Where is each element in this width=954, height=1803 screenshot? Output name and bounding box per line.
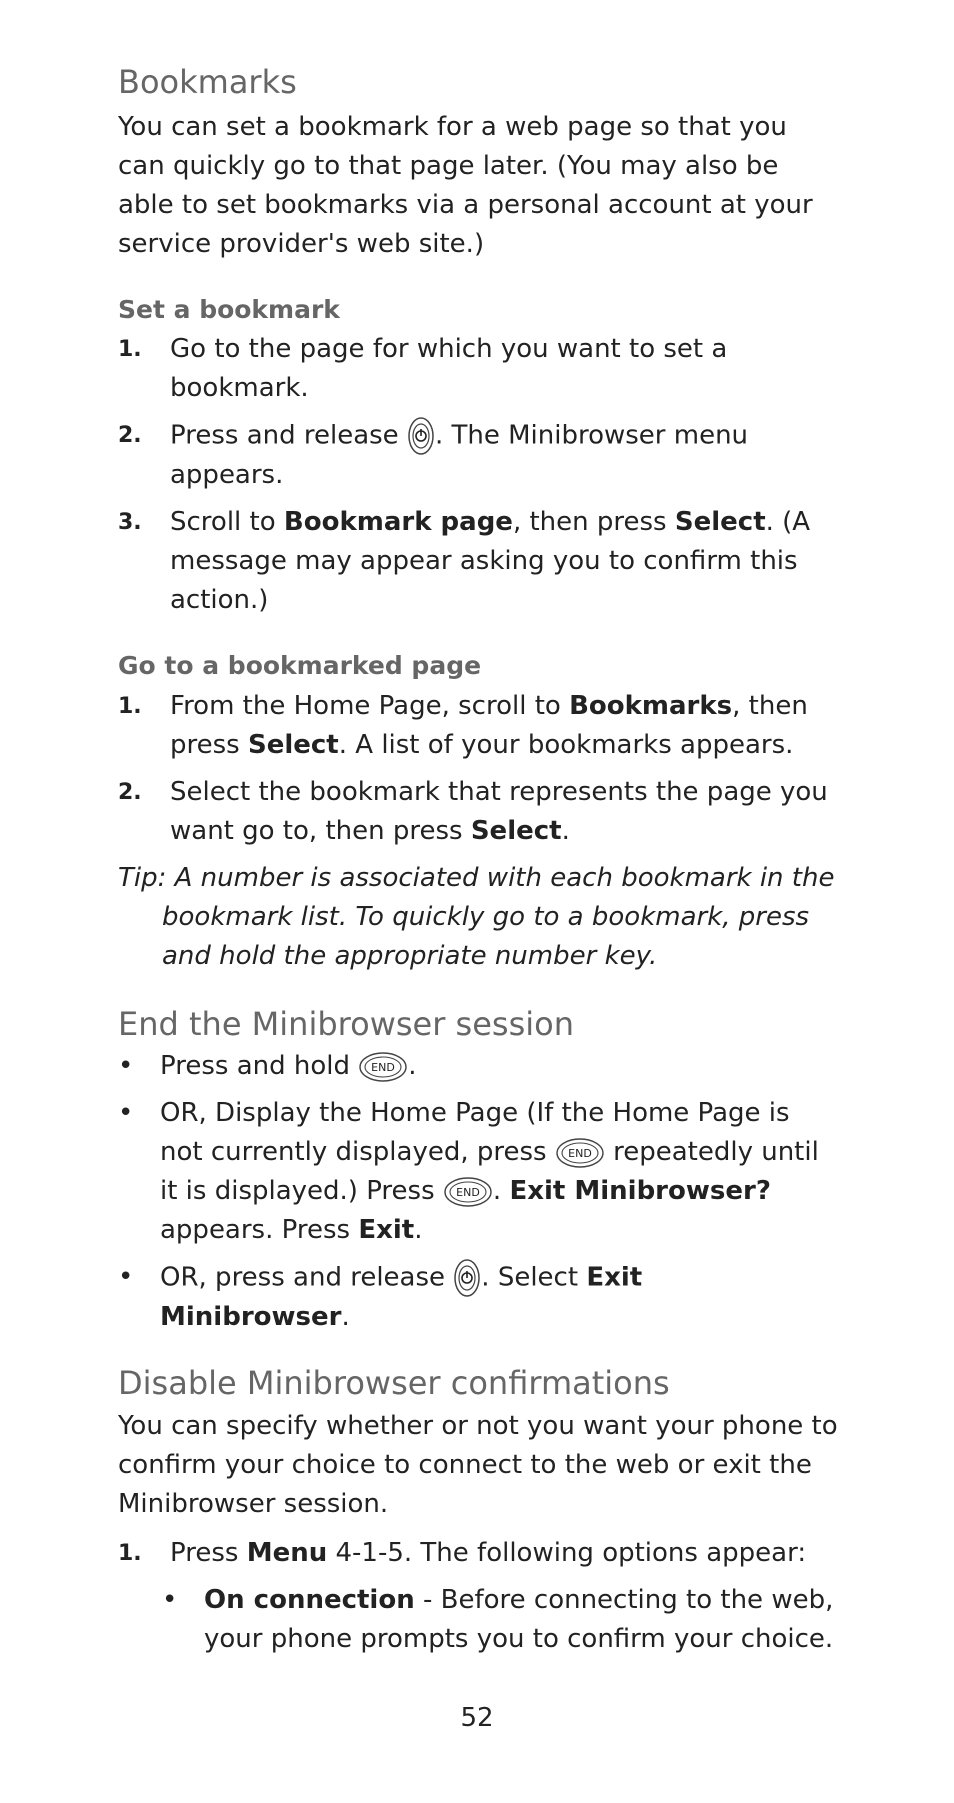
bullet-text-part: . xyxy=(414,1215,423,1246)
softkey-select: Select xyxy=(247,729,339,760)
end-session-bullet-3 xyxy=(118,1258,838,1337)
step-text xyxy=(170,1534,838,1573)
power-key-icon xyxy=(453,1258,481,1298)
end-session-heading: End the Minibrowser session xyxy=(118,1004,574,1043)
disable-intro: You can specify whether or not you want your phone to confirm your choice to connect to the web or exit the Minibrowser session. xyxy=(118,1410,838,1519)
tip-text: Tip: A number is associated with each bookmark in the bookmark list. To quickly go to a bookmark, press and hold the appropriate number key. xyxy=(118,862,835,971)
softkey-select: Select xyxy=(674,507,766,538)
step-text-part: . xyxy=(561,815,570,846)
end-key-icon xyxy=(443,1176,493,1208)
step-number: 1. xyxy=(118,337,142,363)
step-text-part: 4-1-5. The following options appear: xyxy=(327,1537,807,1568)
bullet-text-part: Press and hold xyxy=(160,1051,350,1082)
step-text-part: Select the bookmark that represents the page you want go to, then press xyxy=(170,776,828,846)
bullet-dot: • xyxy=(162,1584,178,1615)
set-bookmark-heading: Set a bookmark xyxy=(118,294,340,324)
bookmarks-intro: You can set a bookmark for a web page so that you can quickly go to that page later. (You may also be able to set bookmarks via a personal account at your service provider's web site.) xyxy=(118,111,813,259)
step-text-part: From the Home Page, scroll to xyxy=(170,690,570,721)
step-text: Go to the page for which you want to set a bookmark. xyxy=(170,334,728,404)
manual-page xyxy=(118,62,838,1659)
bullet-text-part: . Select xyxy=(481,1262,587,1293)
end-session-bullet-2 xyxy=(118,1094,838,1250)
step-text xyxy=(170,416,838,495)
softkey-exit: Exit xyxy=(358,1215,415,1246)
bullet-text-part: OR, press and release xyxy=(160,1262,446,1293)
menu-option-exit-minibrowser: Exit Minibrowser xyxy=(160,1262,643,1333)
softkey-menu: Menu xyxy=(246,1537,328,1568)
prompt-exit-minibrowser: Exit Minibrowser? xyxy=(509,1176,771,1207)
bullet-dot: • xyxy=(118,1098,134,1129)
menu-option-bookmark-page: Bookmark page xyxy=(283,507,513,538)
step-text-part: . A list of your bookmarks appears. xyxy=(338,729,794,760)
end-key-label: END xyxy=(371,1060,396,1074)
step-number: 3. xyxy=(118,510,142,536)
step-text-part: , then press xyxy=(170,690,808,760)
step-number: 2. xyxy=(118,779,142,805)
goto-bookmark-heading: Go to a bookmarked page xyxy=(118,651,482,681)
step-text-part: . (A message may appear asking you to confirm this action.) xyxy=(170,507,811,616)
bullet-text-part: - Before connecting to the web, your phone prompts you to confirm your choice. xyxy=(204,1584,834,1654)
bullet-text-part: . xyxy=(341,1302,350,1333)
set-bookmark-step-3 xyxy=(118,503,838,620)
step-text-part: Scroll to xyxy=(170,507,284,538)
power-key-icon xyxy=(407,416,435,456)
set-bookmark-step-1 xyxy=(118,330,838,408)
step-number: 2. xyxy=(118,423,142,449)
goto-bookmark-step-1 xyxy=(118,687,838,765)
step-number: 1. xyxy=(118,1540,142,1566)
bullet-text xyxy=(204,1581,838,1659)
bullet-dot: • xyxy=(118,1262,134,1293)
bullet-text xyxy=(160,1094,838,1250)
end-key-label: END xyxy=(456,1185,480,1199)
bullet-text xyxy=(160,1258,838,1337)
disable-heading: Disable Minibrowser confirmations xyxy=(118,1364,670,1403)
goto-bookmark-step-2 xyxy=(118,773,838,851)
bullet-text-part: . xyxy=(492,1176,510,1207)
step-text xyxy=(170,503,838,620)
bullet-text-part: appears. Press xyxy=(160,1215,359,1246)
bullet-text xyxy=(160,1047,417,1086)
disable-sub-bullet xyxy=(118,1581,838,1659)
menu-option-bookmarks: Bookmarks xyxy=(569,690,733,721)
disable-step-1 xyxy=(118,1534,838,1573)
bullet-dot: • xyxy=(118,1051,134,1082)
end-key-icon xyxy=(555,1137,605,1169)
step-text xyxy=(170,773,838,851)
step-text-part: , then press xyxy=(512,507,675,538)
step-text xyxy=(170,687,838,765)
end-session-bullet-1 xyxy=(118,1047,838,1086)
step-text-part: . The Minibrowser menu appears. xyxy=(170,420,749,491)
bullet-text-part: repeatedly until it is displayed.) Press xyxy=(160,1137,819,1207)
bullet-text-part: . xyxy=(408,1051,417,1082)
option-on-connection: On connection xyxy=(204,1584,415,1615)
page-number: 52 xyxy=(460,1703,494,1733)
step-text-part: Press and release xyxy=(170,420,399,451)
bookmarks-heading: Bookmarks xyxy=(118,63,297,101)
bullet-text-part: OR, Display the Home Page (If the Home Page is not currently displayed, press xyxy=(160,1098,790,1168)
softkey-select: Select xyxy=(470,815,562,846)
step-text-part: Press xyxy=(170,1537,247,1568)
set-bookmark-step-2 xyxy=(118,416,838,495)
end-key-label: END xyxy=(568,1146,592,1160)
step-number: 1. xyxy=(118,693,142,719)
end-key-icon xyxy=(358,1051,408,1083)
